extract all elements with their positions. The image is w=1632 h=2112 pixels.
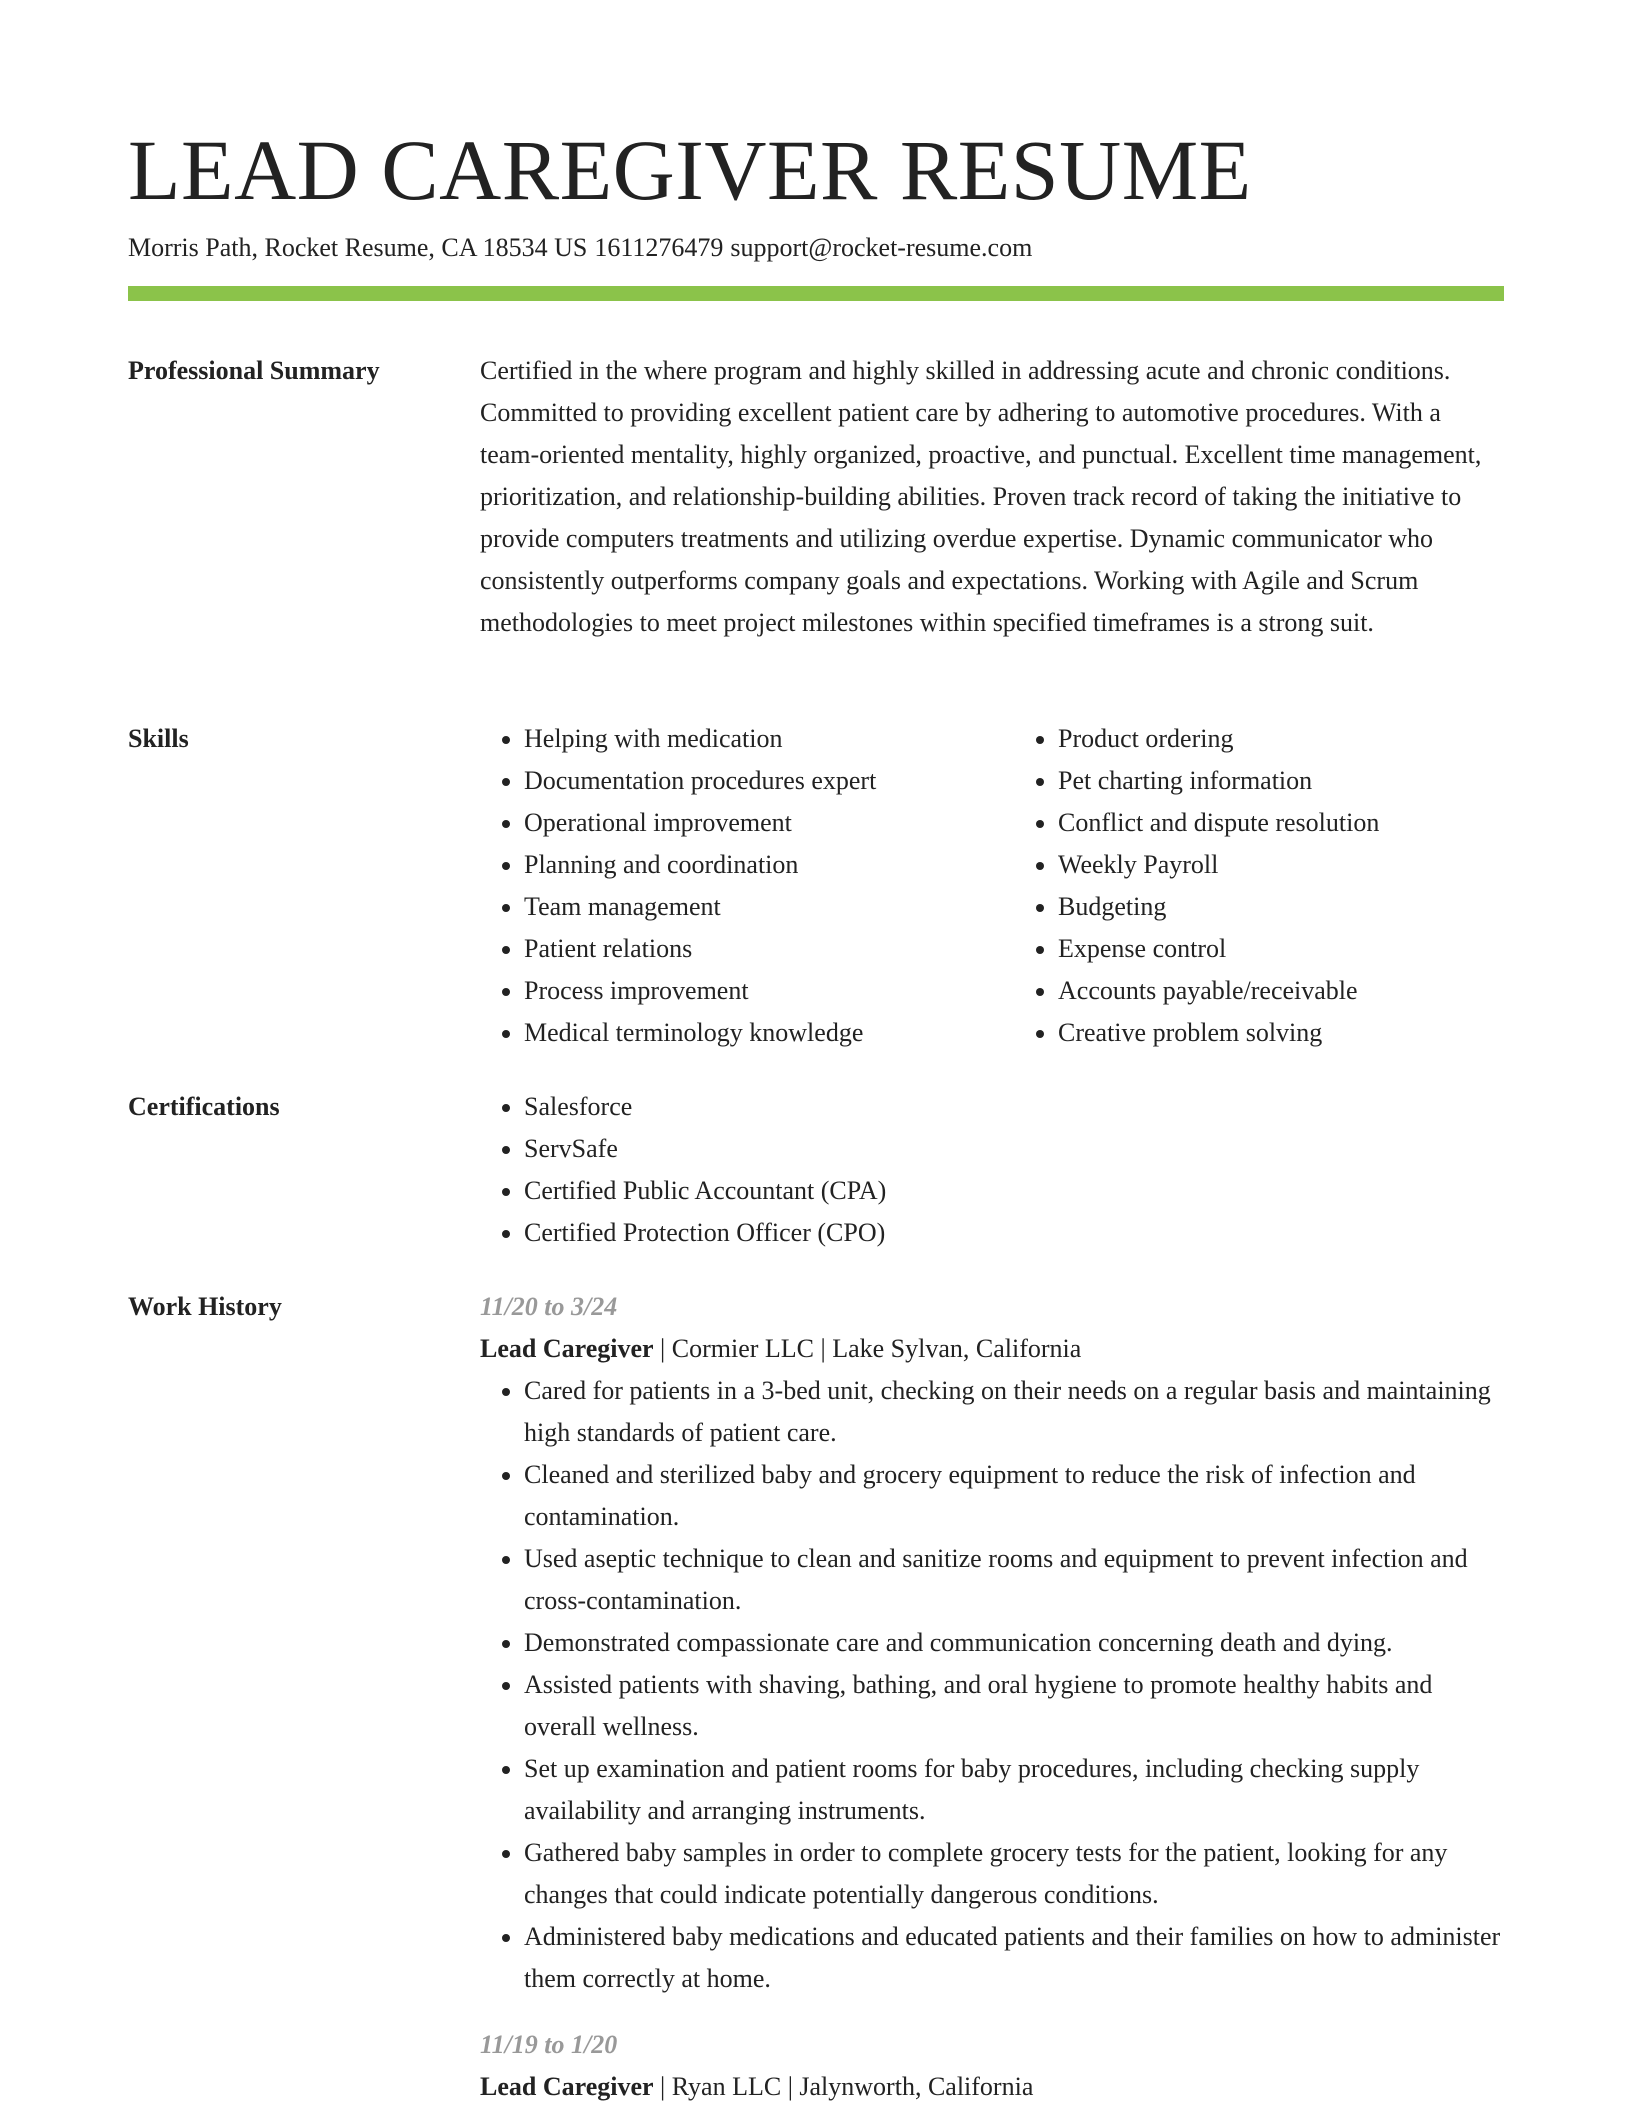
skills-list-right [1014,718,1504,1054]
job-details: | Ryan LLC | Jalynworth, California [653,2072,1034,2101]
skill-item: • Operational improvement [524,802,970,844]
job-bullet: • Administered baby medications and educated patients and their families on how to administer them correctly at home. [524,1916,1504,2000]
skill-item: • Conflict and dispute resolution [1058,802,1504,844]
job-bullet: • Cared for patients in a 3-bed unit, checking on their needs on a regular basis and maintaining high standards of patient care. [524,1370,1504,1454]
contact-phone: 1611276479 [594,233,724,262]
job-dates: 11/19 to 1/20 [480,2030,618,2059]
skill-item: • Creative problem solving [1058,1012,1504,1054]
skill-item: • Planning and coordination [524,844,970,886]
job-entry [480,2024,1504,2108]
summary-label: Professional Summary [128,356,380,385]
job-heading [480,1328,1504,1370]
summary-body [480,350,1504,644]
resume-title: LEAD CAREGIVER RESUME [128,122,1252,218]
skills-label: Skills [128,724,189,753]
job-title: Lead Caregiver [480,1334,654,1363]
work-history-label: Work History [128,1292,282,1321]
skill-item: • Pet charting information [1058,760,1504,802]
summary-text: Certified in the where program and highly skilled in addressing acute and chronic conditions. Committed to providing excellent patient care by adhering to automotive procedures. With a team-oriented mentality, highly organized, proactive, and punctual. Excellent time management, prioritization, and relationship-building abilities. Proven track record of taking the initiative to provide computers treatments and utilizing overdue expertise. Dynamic communicator who consistently outperforms company goals and expectations. Working with Agile and Scrum methodologies to meet project milestones within specified timeframes is a strong suit. [480,356,1482,637]
skills-list-left [480,718,970,1054]
contact-line [128,230,1032,266]
certification-item: • ServSafe [524,1128,1504,1170]
skill-item: • Expense control [1058,928,1504,970]
job-title: Lead Caregiver [480,2072,654,2101]
job-dates: 11/20 to 3/24 [480,1292,618,1321]
job-heading [480,2066,1504,2108]
work-history-body [480,1286,1504,2108]
skill-item: • Weekly Payroll [1058,844,1504,886]
skill-item: • Accounts payable/receivable [1058,970,1504,1012]
skills-body [480,718,1504,1054]
header-accent-rule [128,286,1504,301]
certification-item: • Certified Public Accountant (CPA) [524,1170,1504,1212]
job-bullet: • Gathered baby samples in order to complete grocery tests for the patient, looking for any changes that could indicate potentially dangerous conditions. [524,1832,1504,1916]
job-details: | Cormier LLC | Lake Sylvan, California [653,1334,1082,1363]
certification-item: • Salesforce [524,1086,1504,1128]
contact-address: Morris Path, Rocket Resume, CA 18534 US [128,233,588,262]
certifications-body [480,1086,1504,1254]
job-bullet: • Used aseptic technique to clean and sanitize rooms and equipment to prevent infection and cross-contamination. [524,1538,1504,1622]
job-bullet: • Cleaned and sterilized baby and grocery equipment to reduce the risk of infection and contamination. [524,1454,1504,1538]
skill-item: • Budgeting [1058,886,1504,928]
skill-item: • Helping with medication [524,718,970,760]
job-entry [480,1286,1504,2000]
contact-email: support@rocket-resume.com [730,233,1033,262]
skill-item: • Patient relations [524,928,970,970]
skill-item: • Product ordering [1058,718,1504,760]
certification-item: • Certified Protection Officer (CPO) [524,1212,1504,1254]
skill-item: • Medical terminology knowledge [524,1012,970,1054]
skill-item: • Process improvement [524,970,970,1012]
job-bullet: • Set up examination and patient rooms for baby procedures, including checking supply availability and arranging instruments. [524,1748,1504,1832]
job-bullet: • Demonstrated compassionate care and communication concerning death and dying. [524,1622,1504,1664]
skill-item: • Team management [524,886,970,928]
skill-item: • Documentation procedures expert [524,760,970,802]
job-bullet: • Assisted patients with shaving, bathing, and oral hygiene to promote healthy habits and overall wellness. [524,1664,1504,1748]
certifications-label: Certifications [128,1092,280,1121]
certifications-list [480,1086,1504,1254]
job-bullets [480,1370,1504,2000]
